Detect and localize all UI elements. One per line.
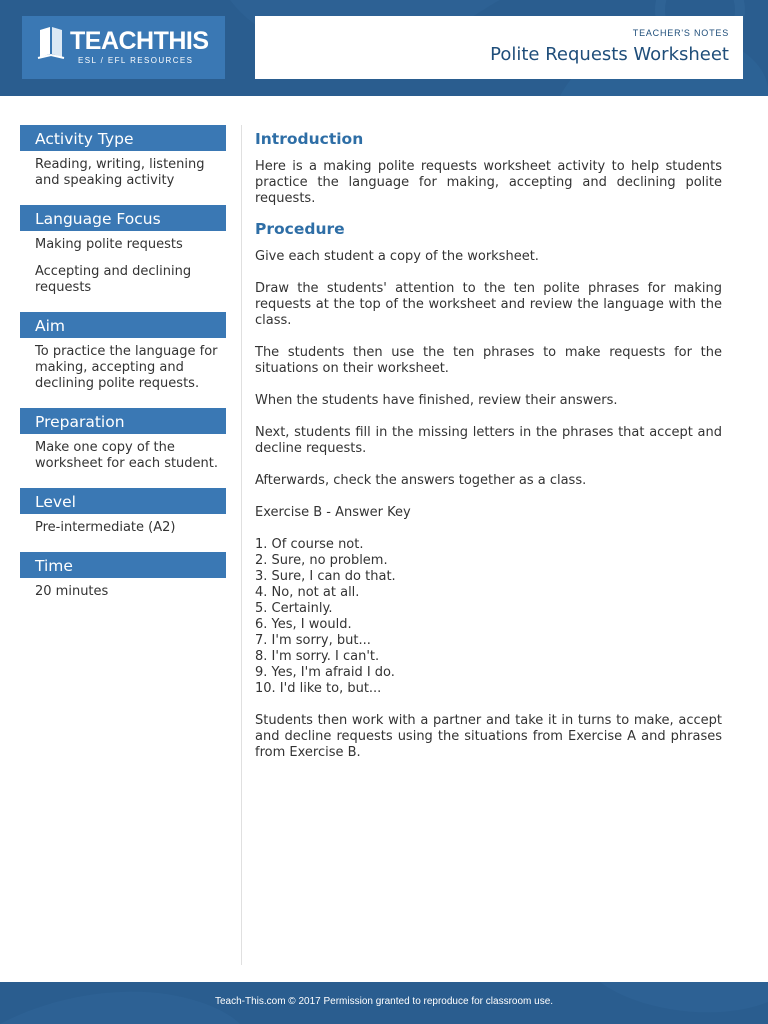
brand-tagline: ESL / EFL RESOURCES <box>78 56 194 65</box>
section-item: To practice the language for making, accepting and declining polite requests. <box>35 344 218 391</box>
section-heading: Activity Type <box>20 125 226 151</box>
procedure-steps <box>255 249 722 761</box>
book-icon <box>36 26 66 60</box>
sidebar <box>20 125 226 616</box>
section-item: Make one copy of the worksheet for each student. <box>35 440 219 471</box>
page-footer <box>0 982 768 1024</box>
column-divider <box>241 125 242 965</box>
title-box <box>255 16 743 79</box>
section-item: Accepting and declining requests <box>35 264 192 295</box>
introduction-text: Here is a making polite requests worksheet activity to help students practice the language for making, accepting and declining polite requests. <box>255 159 722 206</box>
teachthis-logo[interactable] <box>22 16 225 79</box>
section-item: Reading, writing, listening and speaking activity <box>35 157 205 188</box>
procedure-heading: Procedure <box>255 220 345 238</box>
time-section <box>20 552 226 600</box>
procedure-step: When the students have finished, review their answers. <box>255 393 618 408</box>
notes-label: TEACHER'S NOTES <box>632 28 729 38</box>
answer-item: 2. Sure, no problem. <box>255 553 388 568</box>
main-content <box>255 128 722 777</box>
procedure-step: Give each student a copy of the worksheet. <box>255 249 539 264</box>
procedure-step: Next, students fill in the missing letters in the phrases that accept and decline requests. <box>255 425 722 456</box>
answer-item: 8. I'm sorry. I can't. <box>255 649 380 664</box>
section-heading: Time <box>20 552 226 578</box>
answer-item: 7. I'm sorry, but... <box>255 633 371 648</box>
page-header <box>0 0 768 96</box>
closing-text: Students then work with a partner and take it in turns to make, accept and decline requests using the situations from Exercise A and phrases from Exercise B. <box>255 713 722 760</box>
section-heading: Language Focus <box>20 205 226 231</box>
language-focus-section <box>20 205 226 296</box>
answer-item: 4. No, not at all. <box>255 585 360 600</box>
section-item: Making polite requests <box>35 237 183 252</box>
answer-key-list <box>255 537 722 697</box>
procedure-step: Draw the students' attention to the ten polite phrases for making requests at the top of the worksheet and review the language with the class. <box>255 281 722 328</box>
preparation-section <box>20 408 226 472</box>
answer-item: 9. Yes, I'm afraid I do. <box>255 665 395 680</box>
answer-item: 1. Of course not. <box>255 537 364 552</box>
section-heading: Preparation <box>20 408 226 434</box>
copyright-text: Teach-This.com © 2017 Permission granted to reproduce for classroom use. <box>214 996 554 1007</box>
section-item: Pre-intermediate (A2) <box>35 520 176 535</box>
procedure-step: Afterwards, check the answers together as a class. <box>255 473 587 488</box>
answer-item: 10. I'd like to, but... <box>255 681 382 696</box>
level-section <box>20 488 226 536</box>
answer-item: 3. Sure, I can do that. <box>255 569 396 584</box>
brand-name: TEACHTHIS <box>70 27 209 55</box>
section-item: 20 minutes <box>35 584 109 599</box>
aim-section <box>20 312 226 392</box>
page-title: Polite Requests Worksheet <box>490 44 729 65</box>
introduction-heading: Introduction <box>255 130 364 148</box>
section-heading: Level <box>20 488 226 514</box>
answer-item: 5. Certainly. <box>255 601 333 616</box>
section-heading: Aim <box>20 312 226 338</box>
procedure-step: The students then use the ten phrases to make requests for the situations on their worksheet. <box>255 345 722 376</box>
activity-type-section <box>20 125 226 189</box>
answer-key-heading: Exercise B - Answer Key <box>255 505 411 520</box>
answer-item: 6. Yes, I would. <box>255 617 352 632</box>
